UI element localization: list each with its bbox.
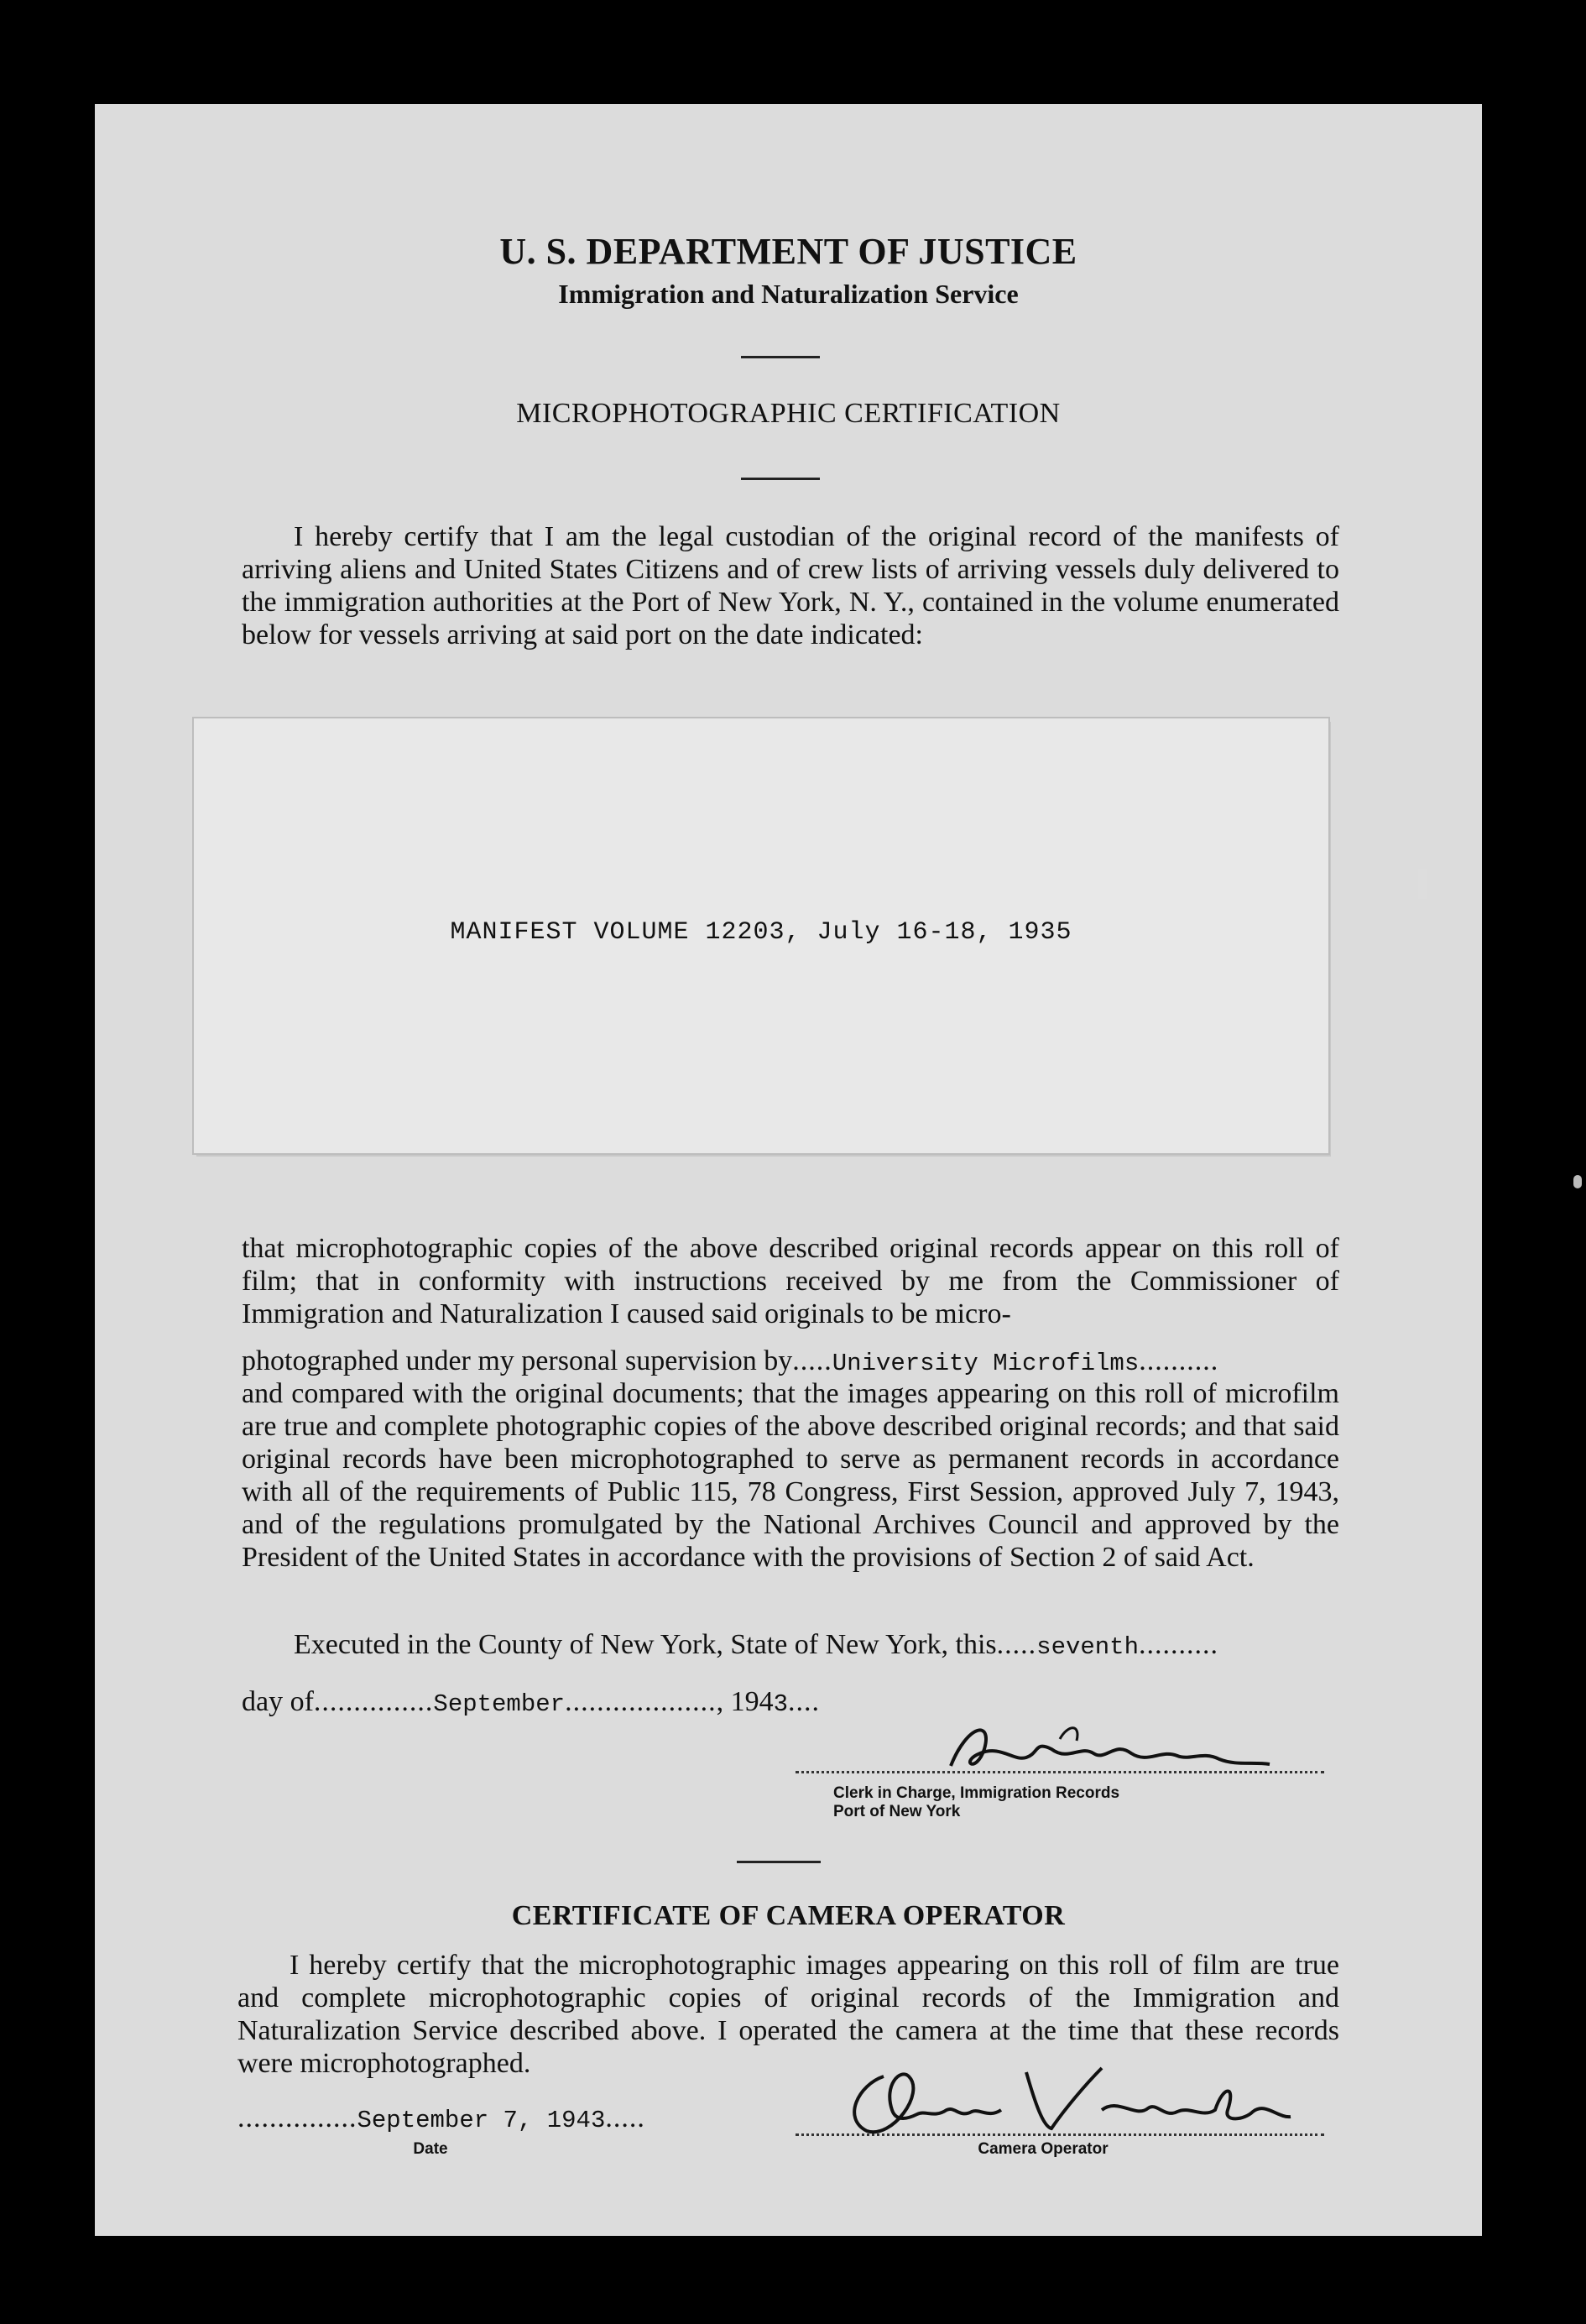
operator-signature [833,2060,1303,2144]
camera-operator-label: Camera Operator [978,2140,1109,2158]
volume-card [194,718,1328,1153]
operator-date-line [237,2102,707,2137]
dotted-fill: ..... [605,2102,645,2133]
clerk-title-line1: Clerk in Charge, Immigration Records [833,1784,1120,1802]
volume-card-text: MANIFEST VOLUME 12203, July 16-18, 1935 [450,918,1072,947]
camera-operator-paragraph: I hereby certify that the microphotographic images appearing on this roll of film are true and complete microphotographic copies of original records of the Immigration and Naturalization Service described above. I operated the camera at the time that these records were microphotographed. [237,1950,1339,2079]
divider-rule [741,478,820,480]
divider-rule [741,356,820,358]
dotted-fill: .......... [1139,1629,1218,1660]
execution-prefix: Executed in the County of New York, State of New York, this [294,1629,997,1660]
dotted-fill: ............... [313,1686,434,1717]
certification-paragraph-part2: and compared with the original documents; that the images appearing on this roll of microfilm are true and complete photographic copies of the above described original records; and that said original records have been microphotographed to serve as permanent records in accordance with all of the requirements of Public 115, 78 Congress, First Session, approved July 7, 1943, and of the regulations promulgated by the National Archives Council and approved by the President of the United States in accordance with the provisions of Section 2 of said Act. [242,1378,1339,1573]
film-edge-mark [1573,1175,1582,1188]
supervisor-name: University Microfilms [832,1350,1140,1377]
intro-paragraph: I hereby certify that I am the legal custodian of the original record of the manifests of arriving aliens and United States Citizens and of crew lists of arriving vessels duly delivered to the immigration authorities at the Port of New York, N. Y., contained in the volume enumerated below for vessels arriving at said port on the date indicated: [242,521,1339,650]
clerk-title-line2: Port of New York [833,1803,961,1820]
dotted-fill: ................... [565,1686,717,1717]
year-digit: 3 [773,1690,788,1718]
dotted-fill: ..... [996,1629,1037,1660]
divider-rule [737,1861,821,1863]
dotted-fill: ..... [792,1345,832,1376]
year-prefix: , 194 [716,1686,774,1717]
camera-operator-title: CERTIFICATE OF CAMERA OPERATOR [511,1900,1066,1931]
date-label: Date [413,2140,448,2158]
certificate-title: MICROPHOTOGRAPHIC CERTIFICATION [516,398,1061,429]
day-of-label: day of [242,1686,314,1717]
department-title: U. S. DEPARTMENT OF JUSTICE [499,231,1077,272]
operator-date-value: September 7, 1943 [357,2107,606,2134]
dotted-fill: .......... [1139,1345,1219,1376]
certificate-page [95,104,1482,2236]
film-edge-mark [1418,869,1427,899]
clerk-signature [934,1716,1286,1783]
clerk-title [833,1784,1119,1821]
supervision-prefix: photographed under my personal supervision by [242,1345,793,1376]
execution-day: seventh [1036,1633,1139,1661]
supervision-line [242,1345,1339,1380]
dotted-fill: .... [787,1686,820,1717]
execution-month: September [433,1690,566,1718]
certification-paragraph-part1: that microphotographic copies of the above described original records appear on this roll of film; that in conformity with instructions received by me from the Commissioner of Immigration and Naturalization I caused said originals to be micro- [242,1233,1339,1329]
dotted-fill: ............... [237,2102,357,2133]
service-subtitle: Immigration and Naturalization Service [558,279,1019,309]
execution-line [242,1628,1339,1663]
